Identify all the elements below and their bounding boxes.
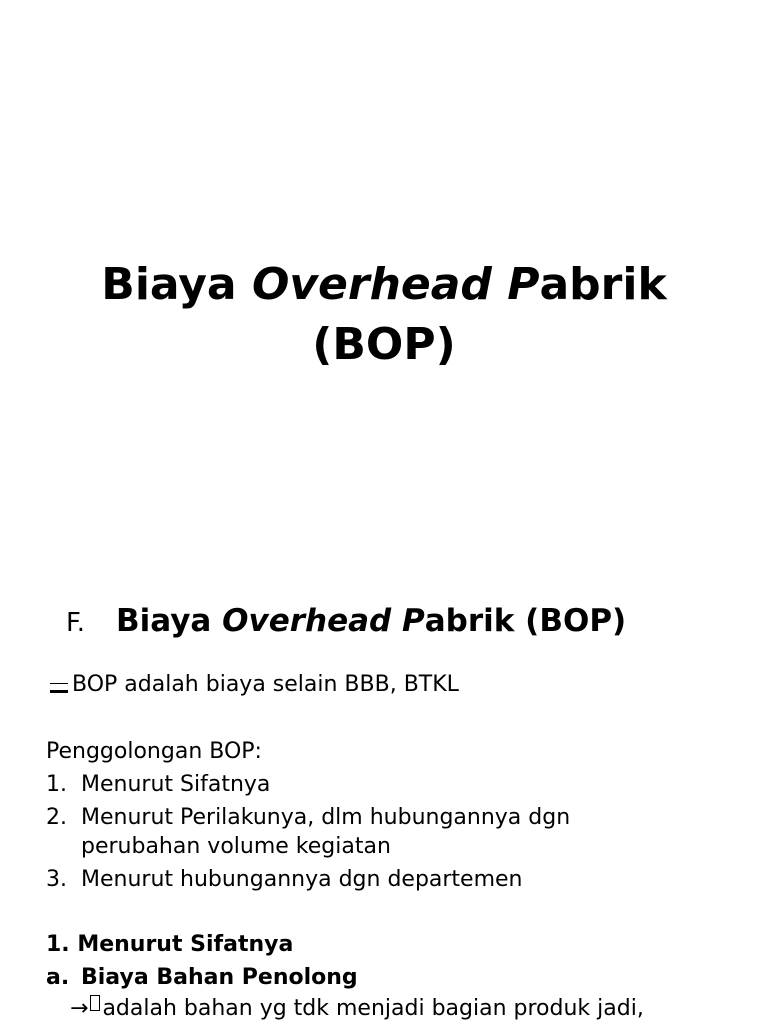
title-text-part: Biaya xyxy=(101,259,252,310)
detail-subheading xyxy=(46,963,358,992)
slide-title-line-2: (BOP) xyxy=(312,319,456,370)
detail-heading: 1. Menurut Sifatnya xyxy=(46,932,294,957)
section-number: F. xyxy=(66,608,86,638)
title-text-italic: Overhead P xyxy=(251,259,540,310)
section-heading xyxy=(66,600,626,644)
missing-glyph-icon xyxy=(90,995,100,1011)
square-bullet-icon xyxy=(50,683,68,693)
subheading-text: Biaya Bahan Penolong xyxy=(81,965,358,990)
list-marker: 2. xyxy=(46,805,67,830)
section-heading-text xyxy=(116,603,626,639)
slide-title-line-1 xyxy=(0,255,768,315)
arrow-right-icon: → xyxy=(70,996,89,1021)
heading-text-italic: Overhead P xyxy=(222,603,425,639)
list-item xyxy=(46,803,570,861)
list-item xyxy=(46,770,570,799)
classification-list xyxy=(46,770,570,898)
list-marker: 3. xyxy=(46,867,67,892)
list-item-text: Menurut Perilakunya, dlm hubungannya dgn xyxy=(81,805,571,830)
bullet-line xyxy=(46,670,459,699)
title-text-part: abrik xyxy=(539,259,667,310)
list-item xyxy=(46,865,570,894)
arrow-text: adalah bahan yg tdk menjadi bagian produk jadi, xyxy=(102,996,644,1021)
subheading-marker: a. xyxy=(46,965,70,990)
list-item-text: Menurut hubungannya dgn departemen xyxy=(81,867,523,892)
classification-intro: Penggolongan BOP: xyxy=(46,739,262,764)
heading-text-part: Biaya xyxy=(116,603,223,639)
arrow-line xyxy=(70,994,644,1023)
heading-text-part: abrik (BOP) xyxy=(424,603,627,639)
bullet-text: BOP adalah biaya selain BBB, BTKL xyxy=(72,672,459,697)
slide-title xyxy=(0,255,768,375)
list-marker: 1. xyxy=(46,772,67,797)
list-item-text: Menurut Sifatnya xyxy=(81,772,271,797)
list-item-text-continued: perubahan volume kegiatan xyxy=(81,834,391,859)
